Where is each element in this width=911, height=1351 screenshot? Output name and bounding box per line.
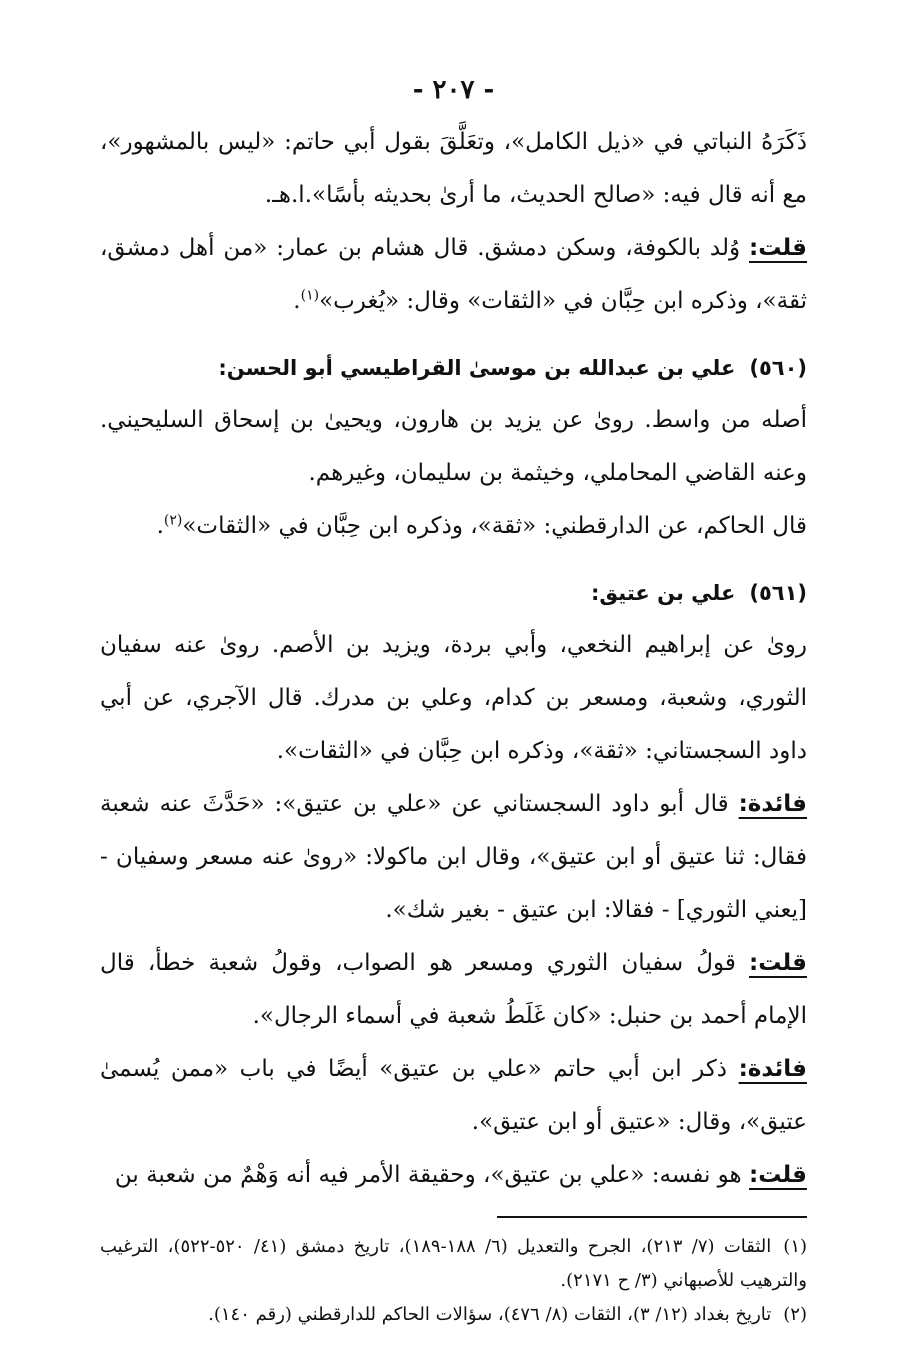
qultu-label: قلت:	[749, 235, 807, 261]
entry-561-paragraph-1: روىٰ عن إبراهيم النخعي، وأبي بردة، ويزيد بن الأصم. روىٰ عنه سفيان الثوري، وشعبة، ومسعر بن كدام، وعلي بن مدرك. قال الآجري، عن أبي داود السجستاني: «ثقة»، وذكره ابن حِبَّان في «الثقات».	[100, 632, 807, 764]
footnote-ref-2[interactable]: (٢)	[163, 512, 183, 529]
entry-561-qultu-2	[100, 1149, 807, 1202]
faida-1-text: قال أبو داود السجستاني عن «علي بن عتيق»: «حَدَّثَ عنه شعبة فقال: ثنا عتيق أو ابن عتيق»، وقال ابن ماكولا: «روىٰ عنه مسعر وسفيان - [يعني الثوري] - فقالا: ابن عتيق - بغير شك».	[100, 791, 807, 923]
intro-paragraph: ذَكَرَهُ النباتي في «ذيل الكامل»، وتعَلَّقَ بقول أبي حاتم: «ليس بالمشهور»، مع أنه قال فيه: «صالح الحديث، ما أرىٰ بحديثه بأسًا».ا.هـ.	[100, 129, 807, 208]
intro-qultu-text: وُلد بالكوفة، وسكن دمشق. قال هشام بن عمار: «من أهل دمشق، ثقة»، وذكره ابن حِبَّان في «الثقات» وقال: «يُغرب»	[100, 235, 807, 314]
entry-561-name: علي بن عتيق:	[590, 581, 736, 605]
entry-561-number: (٥٦١)	[749, 581, 807, 605]
entry-560-heading	[100, 348, 807, 388]
entry-561-faida-1	[100, 778, 807, 937]
qultu-label: قلت:	[749, 1162, 807, 1188]
entry-561-qultu-1	[100, 937, 807, 1043]
qultu-label: قلت:	[749, 950, 807, 976]
entry-561-heading	[100, 573, 807, 613]
faida-2-text: ذكر ابن أبي حاتم «علي بن عتيق» أيضًا في باب «ممن يُسمىٰ عتيق»، وقال: «عتيق أو ابن عتيق».	[100, 1056, 807, 1135]
book-page	[100, 70, 808, 1325]
footnote-divider	[497, 1216, 807, 1218]
footnote-2	[100, 1298, 807, 1332]
footnote-1-number: (١)	[783, 1236, 808, 1257]
entry-561-faida-2	[100, 1043, 807, 1149]
faida-label: فائدة:	[738, 1056, 807, 1082]
footnote-2-text: تاريخ بغداد (١٢/ ٣)، الثقات (٨/ ٤٧٦)، سؤالات الحاكم للدارقطني (رقم ١٤٠).	[208, 1304, 772, 1325]
entry-560-p2-text: قال الحاكم، عن الدارقطني: «ثقة»، وذكره ابن حِبَّان في «الثقات»	[182, 513, 807, 539]
entry-560-p2-end: .	[156, 513, 164, 539]
entry-560-number: (٥٦٠)	[749, 356, 807, 380]
qultu-1-text: قولُ سفيان الثوري ومسعر هو الصواب، وقولُ شعبة خطأ، قال الإمام أحمد بن حنبل: «كان غَلَطُ شعبة في أسماء الرجال».	[100, 950, 807, 1029]
entry-560-name: علي بن عبدالله بن موسىٰ القراطيسي أبو الحسن:	[218, 356, 736, 380]
entry-560-paragraph-2	[100, 500, 807, 553]
intro-qultu-paragraph	[100, 222, 807, 328]
entry-560-paragraph-1: أصله من واسط. روىٰ عن يزيد بن هارون، ويحيىٰ بن إسحاق السليحيني. وعنه القاضي المحاملي، وخيثمة بن سليمان، وغيرهم.	[100, 407, 807, 486]
page-number: - ٢٠٧ -	[412, 75, 495, 105]
footnote-1	[100, 1230, 807, 1298]
qultu-2-text: هو نفسه: «علي بن عتيق»، وحقيقة الأمر فيه أنه وَهْمٌ من شعبة بن	[114, 1162, 749, 1188]
footnote-1-text: الثقات (٧/ ٢١٣)، الجرح والتعديل (٦/ ١٨٨-١٨٩)، تاريخ دمشق (٤١/ ٥٢٠-٥٢٢)، الترغيب والترهيب للأصبهاني (٣/ ح ٢١٧١).	[100, 1236, 807, 1291]
footnote-2-number: (٢)	[783, 1304, 807, 1325]
footnote-ref-1[interactable]: (١)	[300, 287, 320, 304]
faida-label: فائدة:	[738, 791, 807, 817]
intro-qultu-end: .	[293, 288, 301, 314]
